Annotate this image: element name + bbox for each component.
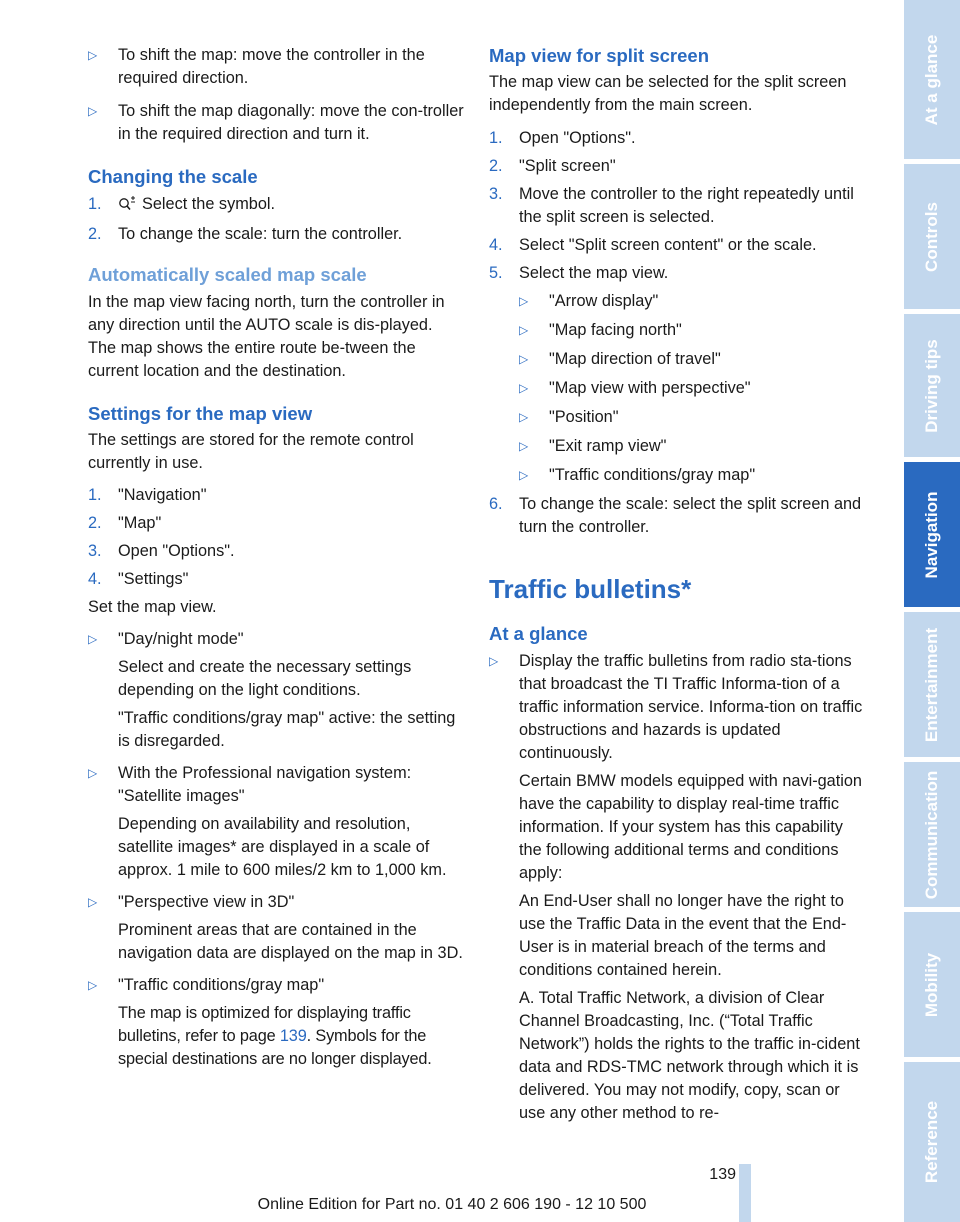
bullet-triangle-icon: ▷ [519, 381, 529, 395]
list-item [88, 762, 464, 882]
option-title: "Day/night mode" [118, 630, 244, 648]
step-text: "Map" [118, 514, 162, 532]
option-desc-text: . Symbols for the special destinations are no longer displayed. [118, 1027, 432, 1068]
view-option: "Exit ramp view" [549, 437, 667, 455]
option-desc: Prominent areas that are contained in the navigation data are displayed on the map in 3D. [118, 921, 463, 962]
bullet-triangle-icon: ▷ [88, 104, 98, 118]
option-title: "Traffic conditions/gray map" [118, 976, 325, 994]
view-options-list [489, 290, 865, 487]
section-heading: Map view for split screen [489, 45, 710, 66]
view-option: "Map view with perspective" [549, 379, 751, 397]
bullet-triangle-icon: ▷ [88, 895, 98, 909]
step-number: 5. [489, 264, 503, 282]
step-number: 2. [88, 514, 102, 532]
option-desc: Select and create the necessary settings depending on the light conditions. [118, 658, 412, 699]
step-item [88, 512, 464, 535]
paragraph: Certain BMW models equipped with navi-gation have the capability to display real-time traffic information. If your system has this capability the following additional terms and conditions apply: [519, 772, 862, 882]
step-number: 2. [489, 157, 503, 175]
bullet-triangle-icon: ▷ [519, 352, 529, 366]
right-column [489, 44, 865, 1125]
step-number: 6. [489, 495, 503, 513]
tab-driving-tips[interactable] [904, 314, 960, 457]
tab-communication[interactable] [904, 762, 960, 907]
step-number: 2. [88, 225, 102, 243]
step-item [489, 493, 865, 539]
bullet-triangle-icon: ▷ [519, 294, 529, 308]
view-option: "Position" [549, 408, 619, 426]
list-item [519, 377, 865, 400]
footer-text: Online Edition for Part no. 01 40 2 606 190 - 12 10 500 [257, 1196, 647, 1213]
step-item [489, 183, 865, 229]
option-desc: "Traffic conditions/gray map" active: the setting is disregarded. [118, 709, 456, 750]
list-item [489, 650, 865, 1125]
tab-label: Reference [922, 1100, 941, 1184]
pan-item: To shift the map diagonally: move the con-troller in the required direction and turn it. [118, 102, 464, 143]
step-text: "Navigation" [118, 486, 207, 504]
paragraph: In the map view facing north, turn the controller in any direction until the AUTO scale is dis-played. The map shows the entire route be-tween the current location and the destination. [88, 293, 445, 380]
list-item [88, 891, 464, 965]
tab-label: At a glance [922, 34, 941, 125]
list-item [519, 290, 865, 313]
step-item [489, 262, 865, 285]
step-number: 4. [88, 570, 102, 588]
step-number: 3. [489, 185, 503, 203]
list-item [88, 44, 464, 90]
bullet-triangle-icon: ▷ [519, 468, 529, 482]
step-text: "Split screen" [519, 157, 616, 175]
tab-entertainment[interactable] [904, 612, 960, 757]
bullet-triangle-icon: ▷ [88, 766, 98, 780]
step-item [88, 193, 464, 218]
list-item [519, 348, 865, 371]
step-item [489, 155, 865, 178]
bullet-triangle-icon: ▷ [88, 48, 98, 62]
bullet-triangle-icon: ▷ [519, 410, 529, 424]
tab-reference[interactable] [904, 1062, 960, 1222]
step-text: Select the symbol. [142, 195, 276, 213]
step-number: 4. [489, 236, 503, 254]
list-item [519, 435, 865, 458]
step-number: 1. [489, 129, 503, 147]
tab-label: Communication [922, 770, 941, 899]
step-item [88, 223, 464, 246]
step-text: Move the controller to the right repeatedly until the split screen is selected. [519, 185, 854, 226]
list-item [88, 974, 464, 1071]
step-text: Open "Options". [519, 129, 636, 147]
list-item [88, 628, 464, 753]
bullet-triangle-icon: ▷ [519, 439, 529, 453]
zoom-scale-icon [118, 195, 136, 218]
section-heading: At a glance [489, 623, 588, 644]
option-desc: Depending on availability and resolution, satellite images* are displayed in a scale of approx. 1 mile to 600 miles/2 km to 1,000 km. [118, 815, 447, 879]
chapter-sidebar [904, 0, 960, 1222]
chapter-heading: Traffic bulletins* [489, 574, 692, 604]
section-heading: Automatically scaled map scale [88, 264, 367, 285]
view-option: "Traffic conditions/gray map" [549, 466, 756, 484]
list-item [88, 100, 464, 146]
view-option: "Map facing north" [549, 321, 682, 339]
pan-item: To shift the map: move the controller in the required direction. [118, 46, 425, 87]
list-item [519, 464, 865, 487]
paragraph: Set the map view. [88, 598, 217, 616]
paragraph: A. Total Traffic Network, a division of Clear Channel Broadcasting, Inc. (“Total Traffic Network”) holds the rights to the traffic in-cident data and RDS-TMC network through which it is delivered. You may not modify, copy, scan or use any other method to re- [519, 989, 860, 1122]
tab-navigation[interactable] [904, 462, 960, 607]
bullet-triangle-icon: ▷ [88, 978, 98, 992]
option-desc-text: The map is optimized for displaying traffic bulletins, refer to page [118, 1004, 411, 1045]
bullet-triangle-icon: ▷ [489, 654, 499, 668]
step-number: 1. [88, 486, 102, 504]
step-item [489, 234, 865, 257]
left-column [88, 44, 464, 1071]
step-text: Select "Split screen content" or the scale. [519, 236, 817, 254]
step-number: 1. [88, 195, 102, 213]
list-item [519, 319, 865, 342]
view-option: "Arrow display" [549, 292, 659, 310]
tab-controls[interactable] [904, 164, 960, 309]
step-text: "Settings" [118, 570, 189, 588]
bullet-triangle-icon: ▷ [88, 632, 98, 646]
option-title: "Perspective view in 3D" [118, 893, 295, 911]
step-item [88, 540, 464, 563]
option-desc [118, 1002, 464, 1071]
paragraph: The settings are stored for the remote control currently in use. [88, 431, 414, 472]
tab-label: Driving tips [922, 338, 941, 433]
tab-label: Navigation [922, 491, 941, 578]
page-number: 139 [709, 1166, 736, 1183]
paragraph: Display the traffic bulletins from radio sta-tions that broadcast the TI Traffic Informa-tion of a traffic information service. Informa-tion on traffic obstructions and hazards is updated continuously. [519, 652, 863, 762]
page-link[interactable]: 139 [279, 1027, 307, 1045]
step-text: Open "Options". [118, 542, 235, 560]
step-number: 3. [88, 542, 102, 560]
option-title: With the Professional navigation system: "Satellite images" [118, 764, 412, 805]
tab-at-a-glance[interactable] [904, 0, 960, 159]
step-item [489, 127, 865, 150]
section-heading: Changing the scale [88, 166, 258, 187]
section-heading: Settings for the map view [88, 403, 313, 424]
bullet-triangle-icon: ▷ [519, 323, 529, 337]
paragraph: The map view can be selected for the split screen independently from the main screen. [489, 73, 847, 114]
tab-mobility[interactable] [904, 912, 960, 1057]
step-text: Select the map view. [519, 264, 669, 282]
step-text: To change the scale: select the split screen and turn the controller. [519, 495, 862, 536]
tab-label: Mobility [922, 952, 941, 1017]
view-option: "Map direction of travel" [549, 350, 721, 368]
list-item [519, 406, 865, 429]
step-item [88, 484, 464, 507]
paragraph: An End-User shall no longer have the right to use the Traffic Data in the event that the End-User is in material breach of the terms and conditions contained herein. [519, 892, 847, 979]
step-item [88, 568, 464, 591]
tab-label: Controls [922, 201, 941, 272]
tab-label: Entertainment [922, 627, 941, 742]
step-text: To change the scale: turn the controller. [118, 225, 403, 243]
